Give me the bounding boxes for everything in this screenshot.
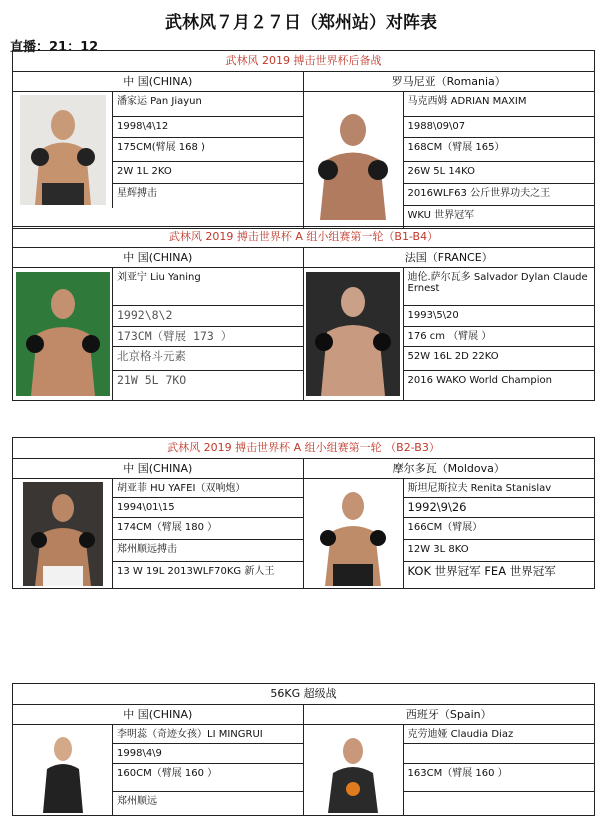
fighter-record: 12W 3L 8KO bbox=[404, 540, 595, 562]
fighter-card-left bbox=[13, 705, 304, 815]
fighter-birthdate: 1988\09\07 bbox=[404, 117, 595, 138]
fighter-card-right bbox=[304, 248, 595, 400]
bout-1 bbox=[12, 50, 595, 229]
bout-2 bbox=[12, 226, 595, 401]
fighter-height-reach: 174CM（臂展 180 ） bbox=[113, 518, 303, 540]
fighter-country: 西班牙（Spain） bbox=[304, 705, 595, 725]
fighter-card-left bbox=[13, 459, 304, 588]
fighter-birthdate: 1992\9\26 bbox=[404, 498, 595, 518]
fighter-photo bbox=[304, 268, 404, 400]
fighter-record: 52W 16L 2D 22KO bbox=[404, 347, 595, 371]
bout-title: 武林风 2019 搏击世界杯后备战 bbox=[13, 51, 594, 72]
fighter-height-reach: 175CM(臂展 168 ) bbox=[113, 138, 303, 162]
empty-cell bbox=[404, 744, 595, 764]
fighter-name: 克劳迪娅 Claudia Diaz bbox=[404, 725, 595, 744]
fighter-photo bbox=[13, 725, 113, 815]
fighter-title: WKU 世界冠军 bbox=[407, 210, 475, 221]
fighter-height-reach: 163CM（臂展 160 ） bbox=[404, 764, 595, 792]
fighter-card-right bbox=[304, 72, 595, 228]
fighter-name: 刘亚宁 Liu Yaning bbox=[113, 268, 303, 306]
fighter-country: 中 国(CHINA) bbox=[13, 248, 303, 268]
fighter-birthdate: 1998\4\9 bbox=[113, 744, 303, 764]
fighter-country: 法国（FRANCE） bbox=[304, 248, 595, 268]
fighter-record: 13 W 19L 2013WLF70KG 新人王 bbox=[117, 566, 275, 577]
bout-3 bbox=[12, 437, 595, 589]
fighter-name: 马克西姆 ADRIAN MAXIM bbox=[404, 92, 595, 117]
fighter-name: 斯坦尼斯拉夫 Renita Stanislav bbox=[404, 479, 595, 498]
fighter-club: 郑州顺远 bbox=[117, 796, 157, 807]
bout-4 bbox=[12, 683, 595, 816]
fighter-title: KOK 世界冠军 FEA 世界冠军 bbox=[407, 564, 556, 578]
fighter-record: 21W 5L 7KO bbox=[117, 373, 187, 387]
fighter-country: 中 国(CHINA) bbox=[13, 459, 303, 479]
live-time: 直播：21：12 bbox=[10, 40, 99, 55]
fighter-name: 李明蕊（奇迹女孩）LI MINGRUI bbox=[113, 725, 303, 744]
empty-cell bbox=[404, 792, 595, 811]
fighter-club: 郑州顺远搏击 bbox=[113, 540, 303, 562]
fighter-country: 罗马尼亚（Romania） bbox=[304, 72, 595, 92]
fighter-card-left bbox=[13, 72, 304, 228]
bout-title: 武林风 2019 搏击世界杯 A 组小组赛第一轮（B1-B4） bbox=[13, 227, 594, 248]
fighter-photo bbox=[13, 268, 113, 400]
fighter-title: 2016 WAKO World Champion bbox=[407, 375, 552, 386]
fighter-title: 2016WLF63 公斤世界功夫之王 bbox=[404, 184, 595, 206]
fighter-photo bbox=[304, 92, 404, 228]
fighter-card-right bbox=[304, 705, 595, 815]
fighter-card-right bbox=[304, 459, 595, 588]
fighter-name: 胡亚菲 HU YAFEI（双响炮） bbox=[113, 479, 303, 498]
fighter-height-reach: 160CM（臂展 160 ） bbox=[113, 764, 303, 792]
fighter-club: 北京格斗元素 bbox=[113, 347, 303, 371]
fighter-height-reach: 173CM（臂展 173 ） bbox=[113, 327, 303, 347]
fighter-record: 26W 5L 14KO bbox=[404, 162, 595, 184]
fighter-height-reach: 176 cm （臂展 ） bbox=[404, 327, 595, 347]
fighter-name: 潘家运 Pan Jiayun bbox=[113, 92, 303, 117]
fighter-photo bbox=[304, 479, 404, 588]
fighter-birthdate: 1998\4\12 bbox=[113, 117, 303, 138]
fighter-birthdate: 1994\01\15 bbox=[113, 498, 303, 518]
bout-title: 武林风 2019 搏击世界杯 A 组小组赛第一轮 （B2-B3） bbox=[13, 438, 594, 459]
fighter-country: 中 国(CHINA) bbox=[13, 705, 303, 725]
fighter-record: 2W 1L 2KO bbox=[113, 162, 303, 184]
fighter-height-reach: 166CM（臂展） bbox=[404, 518, 595, 540]
fighter-birthdate: 1993\5\20 bbox=[404, 306, 595, 327]
page-title: 武林风７月２７日（郑州站）对阵表 bbox=[165, 13, 437, 33]
fighter-country: 摩尔多瓦（Moldova） bbox=[304, 459, 595, 479]
fighter-height-reach: 168CM（臂展 165） bbox=[404, 138, 595, 162]
fighter-birthdate: 1992\8\2 bbox=[113, 306, 303, 327]
fighter-club: 星辉搏击 bbox=[117, 188, 157, 199]
bout-title: 56KG 超级战 bbox=[13, 684, 594, 705]
fighter-photo bbox=[13, 92, 113, 208]
fighter-card-left bbox=[13, 248, 304, 400]
fighter-name: 迪伦.萨尔瓦多 Salvador Dylan Claude Ernest bbox=[404, 268, 595, 306]
fighter-photo bbox=[13, 479, 113, 588]
fighter-country: 中 国(CHINA) bbox=[13, 72, 303, 92]
fighter-photo bbox=[304, 725, 404, 815]
